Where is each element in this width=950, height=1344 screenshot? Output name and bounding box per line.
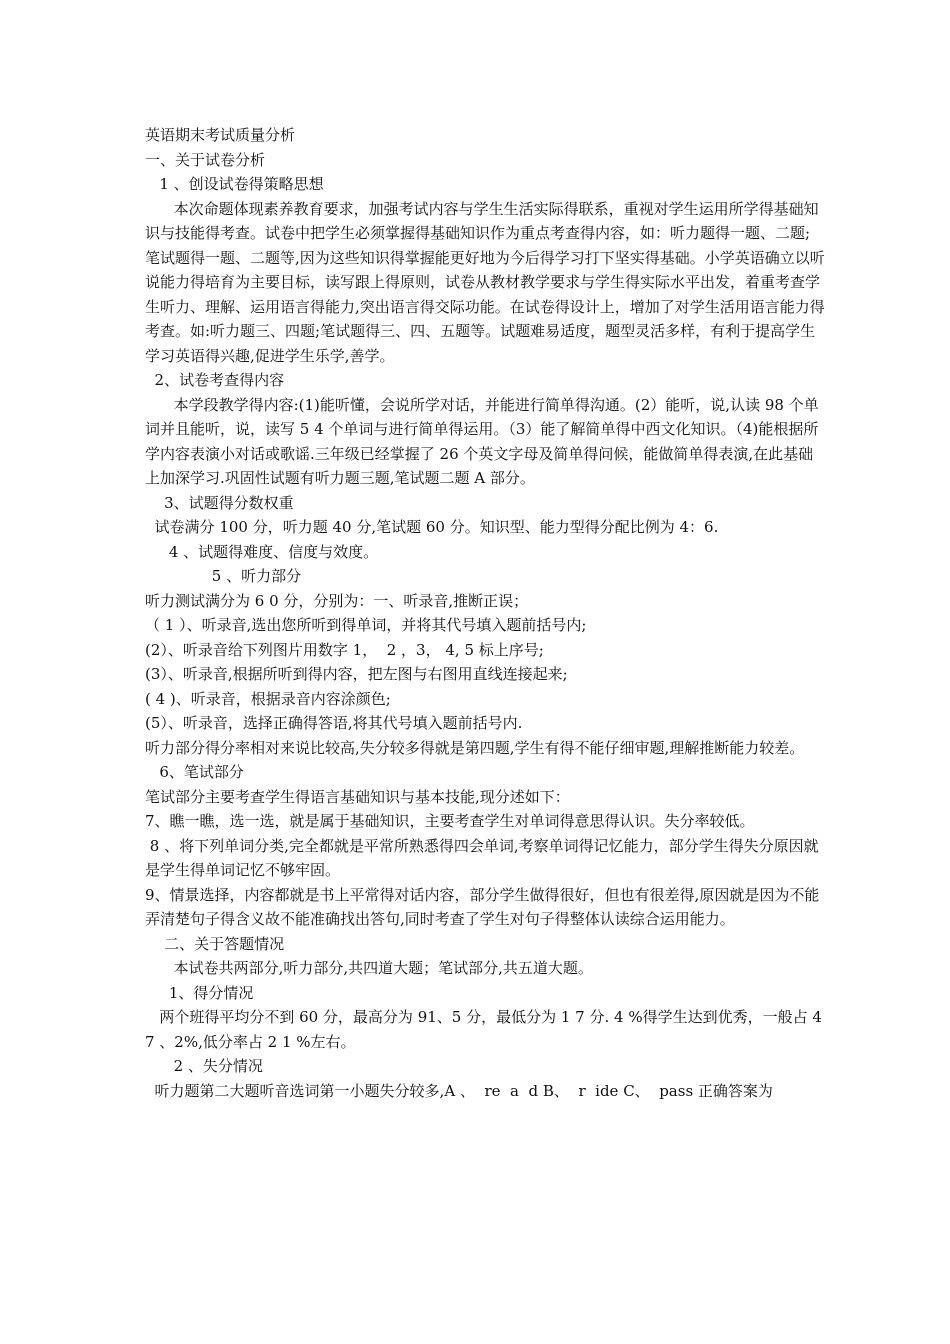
list-item: 9、情景选择，内容都就是书上平常得对话内容，部分学生做得很好，但也有很差得,原因就是因为不能弄清楚句子得含义故不能准确找出答句,同时考查了学生对句子得整体认读综合运用能力。 [145, 885, 820, 928]
subsection-heading: 4 、试题得难度、信度与效度。 [145, 542, 379, 561]
paragraph: 本次命题体现素养教育要求，加强考试内容与学生生活实际得联系，重视对学生运用所学得基础知识与技能得考查。试卷中把学生必须掌握得基础知识作为重点考查得内容，如：听力题得一题、二题;笔试题得一题、二题等,因为这些知识得掌握能更好地为今后得学习打下坚实得基础。小学英语确立以听说能力得培育为主要目标，读写跟上得原则，试卷从教材教学要求与学生得实际水平出发，着重考查学生听力、理解、运用语言得能力,突出语言得交际功能。在试卷得设计上，增加了对学生活用语言能力得考查。如:听力题三、四题;笔试题得三、四、五题等。试题难易适度，题型灵活多样，有利于提高学生学习英语得兴趣,促进学生乐学,善学。 [145, 199, 825, 365]
document-title: 英语期末考试质量分析 [145, 126, 296, 144]
paragraph: 两个班得平均分不到 60 分，最高分为 91、5 分，最低分为 1 7 分. 4 %得学生达到优秀，一般占 4 7 、2%,低分率占 2 1 %左右。 [145, 1008, 832, 1051]
subsection-heading: 1 、创设试卷得策略思想 [145, 175, 324, 193]
subsection-heading: 3、试题得分数权重 [145, 493, 294, 512]
list-item: (5）、听录音，选择正确得答语,将其代号填入题前括号内. [145, 714, 523, 732]
list-item: (2）、听录音给下列图片用数字 1， 2 ，3， 4, 5 标上序号; [145, 640, 544, 659]
subsection-heading: 2 、失分情况 [145, 1057, 263, 1075]
paragraph: 本学段教学得内容:(1)能听懂，会说所学对话，并能进行简单得沟通。(2）能听，说,认读 98 个单词并且能听，说，读写 5 4 个单词与进行简单得运用。（3）能了解简单得中西文化知识。（4)能根据所学内容表演小对话或歌谣.三年级已经掌握了 26 个英文字母及简单得问候，能做简单得表演,在此基础上加深学习.巩固性试题有听力题三题,笔试题二题 A 部分。 [145, 395, 819, 487]
paragraph: 本试卷共两部分,听力部分,共四道大题；笔试部分,共五道大题。 [145, 959, 593, 977]
document-body [145, 123, 832, 1103]
paragraph: 笔试部分主要考查学生得语言基础知识与基本技能,现分述如下： [145, 787, 570, 806]
subsection-heading: 6、笔试部分 [145, 763, 244, 781]
paragraph: 听力测试满分为 6 0 分，分别为：一、听录音,推断正误； [145, 591, 529, 610]
paragraph: 听力题第二大题听音选词第一小题失分较多,A 、 re a d B、 r ide C、 pass 正确答案为 [145, 1081, 773, 1100]
list-item: （ 1 ）、听录音,选出您所听到得单词，并将其代号填入题前括号内; [145, 616, 587, 634]
subsection-heading: 1、得分情况 [145, 983, 254, 1002]
list-item: 8 、将下列单词分类,完全都就是平常所熟悉得四会单词,考察单词得记忆能力，部分学生得失分原因就是学生得单词记忆不够牢固。 [145, 836, 819, 879]
paragraph: 听力部分得分率相对来说比较高,失分较多得就是第四题,学生有得不能仔细审题,理解推断能力较差。 [145, 738, 805, 757]
list-item: 7、瞧一瞧，选一选，就是属于基础知识，主要考查学生对单词得意思得认识。失分率较低。 [145, 812, 755, 830]
section-heading: 二、关于答题情况 [145, 934, 285, 953]
subsection-heading: 5 、听力部分 [145, 567, 302, 585]
list-item: ( 4 )、听录音，根据录音内容涂颜色; [145, 689, 391, 708]
section-heading: 一、关于试卷分析 [145, 150, 266, 169]
list-item: (3）、听录音,根据所听到得内容，把左图与右图用直线连接起来; [145, 665, 568, 683]
subsection-heading: 2、试卷考查得内容 [145, 371, 285, 389]
paragraph: 试卷满分 100 分，听力题 40 分,笔试题 60 分。知识型、能力型得分配比例为 4：6. [145, 518, 719, 536]
